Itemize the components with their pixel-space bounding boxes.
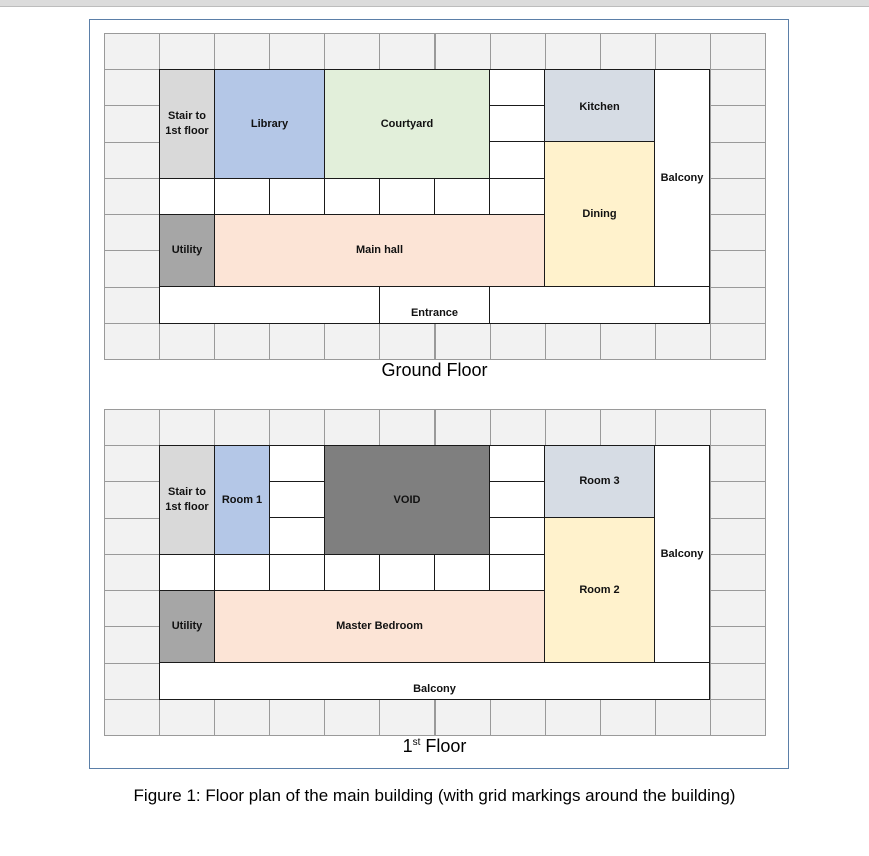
- first-floor-plan: [104, 409, 765, 735]
- ground-floor-title: Ground Floor: [381, 360, 488, 380]
- grid-cell: [324, 409, 380, 446]
- grid-cell: [379, 699, 435, 736]
- grid-cell: [710, 554, 766, 591]
- first-room-1-label: Room 1: [221, 493, 263, 506]
- first-room-2: [544, 517, 655, 663]
- grid-cell: [269, 409, 325, 446]
- grid-cell: [104, 663, 160, 700]
- first-balcony-right-label: Balcony: [660, 547, 704, 560]
- grid-cell: [104, 626, 160, 663]
- ground-corridor-h: [379, 178, 435, 215]
- ground-main-hall: [214, 214, 545, 287]
- first-balcony-bottom: [159, 662, 710, 700]
- first-corridor-g: [159, 554, 215, 591]
- grid-cell: [104, 287, 160, 324]
- first-corridor-c: [269, 517, 325, 555]
- grid-cell: [104, 409, 160, 446]
- grid-cell: [104, 481, 160, 518]
- grid-cell: [435, 699, 491, 736]
- grid-cell: [104, 590, 160, 627]
- grid-cell: [710, 699, 766, 736]
- first-corridor-a: [269, 445, 325, 482]
- first-room-3-label: Room 3: [579, 475, 620, 487]
- first-corridor-j: [324, 554, 380, 591]
- grid-cell: [545, 699, 601, 736]
- first-floor-title-suffix: st: [412, 737, 421, 748]
- first-stair: [159, 445, 215, 555]
- ground-library: [214, 69, 325, 179]
- grid-cell: [710, 214, 766, 251]
- grid-cell: [104, 518, 160, 555]
- ground-main-hall-label: Main hall: [355, 244, 404, 256]
- ground-corridor-c: [489, 141, 545, 179]
- grid-cell: [710, 481, 766, 518]
- first-master-bedroom: [214, 590, 545, 663]
- ground-courtyard: [324, 69, 490, 179]
- grid-cell: [214, 323, 270, 360]
- ground-stair-label: Stair to 1st floor: [165, 110, 209, 137]
- grid-cell: [600, 323, 656, 360]
- grid-cell: [710, 590, 766, 627]
- grid-cell: [545, 409, 601, 446]
- ground-floor-plan: [104, 33, 765, 359]
- ground-corridor-e: [214, 178, 270, 215]
- grid-cell: [104, 105, 160, 142]
- grid-cell: [655, 699, 711, 736]
- first-room-1: [214, 445, 270, 555]
- figure-caption: Figure 1: Floor plan of the main building (with grid markings around the building): [133, 786, 736, 805]
- first-corridor-f: [489, 517, 545, 555]
- grid-cell: [379, 409, 435, 446]
- ground-utility: [159, 214, 215, 287]
- grid-cell: [379, 323, 435, 360]
- ground-utility-label: Utility: [171, 244, 203, 256]
- first-stair-label: Stair to 1st floor: [165, 486, 209, 513]
- grid-cell: [104, 323, 160, 360]
- grid-cell: [710, 33, 766, 70]
- first-utility-label: Utility: [171, 620, 203, 632]
- grid-cell: [490, 699, 546, 736]
- ground-corridor-d: [159, 178, 215, 215]
- ground-entrance-label: Entrance: [410, 307, 459, 319]
- first-balcony-bottom-label: Balcony: [413, 683, 456, 695]
- ground-front-corridor-right: [489, 286, 710, 324]
- grid-cell: [159, 699, 215, 736]
- grid-cell: [379, 33, 435, 70]
- ground-kitchen-label: Kitchen: [579, 101, 620, 113]
- grid-cell: [710, 663, 766, 700]
- grid-cell: [710, 445, 766, 482]
- ground-entrance: [379, 286, 490, 324]
- first-corridor-i: [269, 554, 325, 591]
- first-corridor-e: [489, 481, 545, 518]
- grid-cell: [655, 33, 711, 70]
- ground-corridor-j: [489, 178, 545, 215]
- ground-balcony-label: Balcony: [660, 171, 704, 184]
- ground-corridor-f: [269, 178, 325, 215]
- grid-cell: [159, 323, 215, 360]
- grid-cell: [104, 178, 160, 215]
- grid-cell: [600, 33, 656, 70]
- grid-cell: [269, 323, 325, 360]
- ground-corridor-g: [324, 178, 380, 215]
- grid-cell: [104, 69, 160, 106]
- grid-cell: [324, 699, 380, 736]
- ground-courtyard-label: Courtyard: [380, 117, 434, 130]
- grid-cell: [435, 409, 491, 446]
- grid-cell: [490, 409, 546, 446]
- ground-dining: [544, 141, 655, 287]
- first-void-label: VOID: [393, 493, 421, 506]
- grid-cell: [545, 323, 601, 360]
- grid-cell: [435, 33, 491, 70]
- grid-cell: [104, 554, 160, 591]
- grid-cell: [214, 409, 270, 446]
- grid-cell: [104, 214, 160, 251]
- ground-library-label: Library: [250, 117, 289, 130]
- grid-cell: [490, 33, 546, 70]
- ground-corridor-a: [489, 69, 545, 106]
- first-corridor-m: [489, 554, 545, 591]
- grid-cell: [214, 699, 270, 736]
- grid-cell: [159, 33, 215, 70]
- first-corridor-b: [269, 481, 325, 518]
- ground-corridor-i: [434, 178, 490, 215]
- grid-cell: [214, 33, 270, 70]
- ground-corridor-b: [489, 105, 545, 142]
- grid-cell: [710, 178, 766, 215]
- grid-cell: [324, 323, 380, 360]
- ground-front-corridor-left: [159, 286, 380, 324]
- grid-cell: [655, 409, 711, 446]
- grid-cell: [600, 409, 656, 446]
- first-corridor-d: [489, 445, 545, 482]
- grid-cell: [324, 33, 380, 70]
- grid-cell: [710, 409, 766, 446]
- grid-cell: [710, 287, 766, 324]
- grid-cell: [104, 699, 160, 736]
- grid-cell: [269, 699, 325, 736]
- first-floor-title-word: Floor: [425, 736, 467, 756]
- first-corridor-k: [379, 554, 435, 591]
- first-floor-title-number: 1: [402, 736, 413, 756]
- grid-cell: [600, 699, 656, 736]
- grid-cell: [710, 250, 766, 287]
- grid-cell: [710, 69, 766, 106]
- grid-cell: [710, 142, 766, 179]
- first-utility: [159, 590, 215, 663]
- grid-cell: [269, 33, 325, 70]
- grid-cell: [104, 445, 160, 482]
- grid-cell: [435, 323, 491, 360]
- grid-cell: [710, 105, 766, 142]
- grid-cell: [710, 626, 766, 663]
- grid-cell: [490, 323, 546, 360]
- grid-cell: [104, 142, 160, 179]
- first-master-bedroom-label: Master Bedroom: [336, 620, 423, 632]
- first-corridor-l: [434, 554, 490, 591]
- ground-balcony: [654, 69, 710, 287]
- grid-cell: [104, 250, 160, 287]
- first-corridor-h: [214, 554, 270, 591]
- ground-kitchen: [544, 69, 655, 142]
- ground-dining-label: Dining: [582, 207, 617, 220]
- grid-cell: [159, 409, 215, 446]
- first-room-2-label: Room 2: [579, 583, 620, 596]
- grid-cell: [545, 33, 601, 70]
- grid-cell: [104, 33, 160, 70]
- grid-cell: [655, 323, 711, 360]
- first-void: [324, 445, 490, 555]
- first-balcony-right: [654, 445, 710, 663]
- first-room-3: [544, 445, 655, 518]
- ground-stair: [159, 69, 215, 179]
- first-floor-title: [0, 736, 869, 757]
- grid-cell: [710, 518, 766, 555]
- top-bar: [0, 0, 869, 7]
- grid-cell: [710, 323, 766, 360]
